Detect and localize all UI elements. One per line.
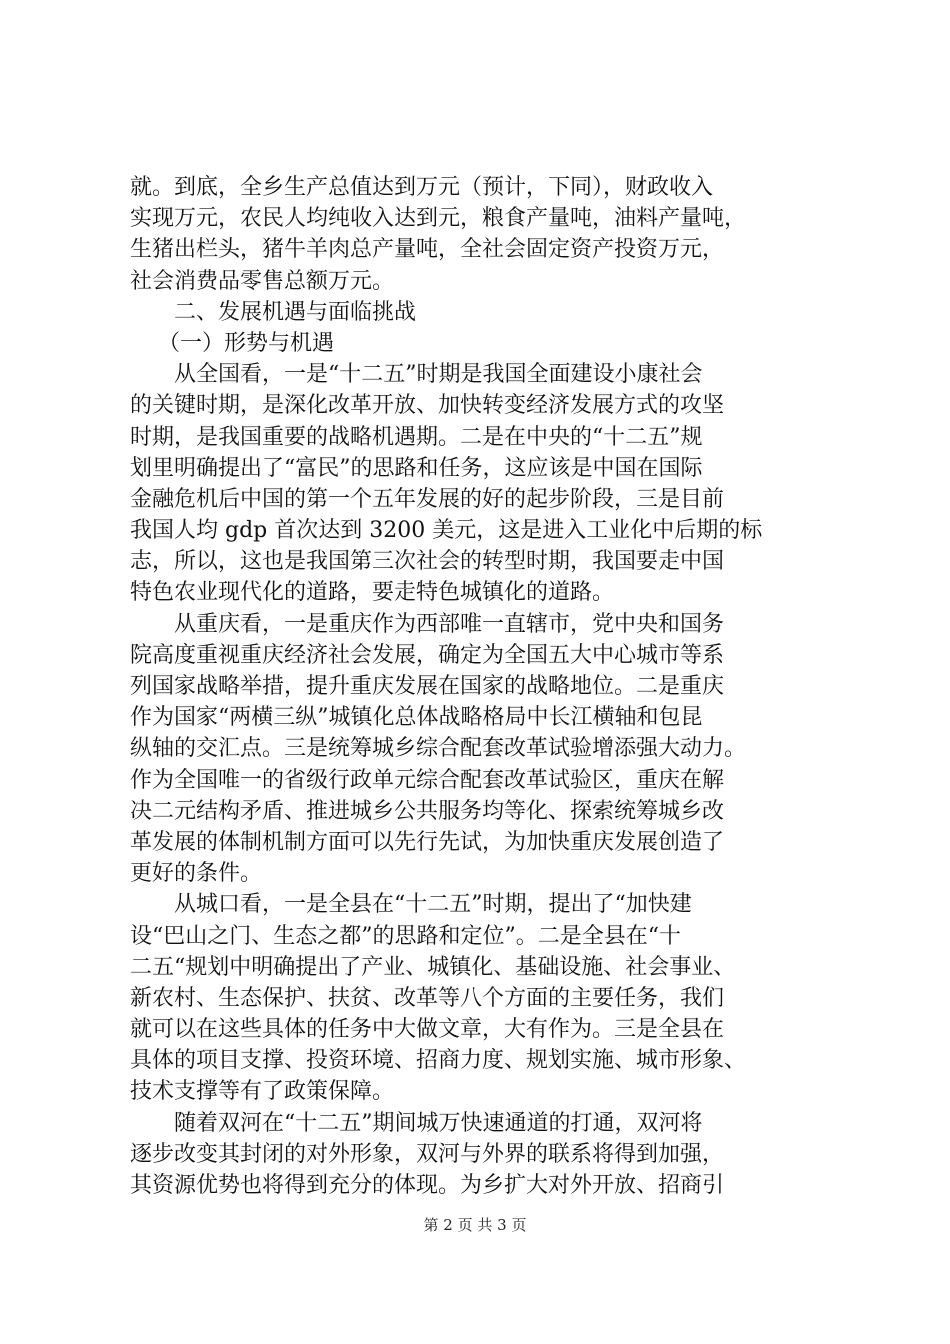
text-line: 作为国家“两横三纵”城镇化总体战略格局中长江横轴和包昆 (130, 705, 703, 731)
text-line: 革发展的体制机制方面可以先行先试，为加快重庆发展创造了 (130, 829, 725, 855)
text-line: 我国人均 gdp 首次达到 3200 美元，这是进入工业化中后期的标 (130, 518, 763, 544)
paragraph-first-line: 从重庆看，一是重庆作为西部唯一直辖市，党中央和国务 (174, 611, 725, 637)
document-body (130, 172, 840, 1201)
text-line: 其资源优势也将得到充分的体现。为乡扩大对外开放、招商引 (130, 1173, 725, 1198)
text-line: 纵轴的交汇点。三是统筹城乡综合配套改革试验增添强大动力。 (130, 736, 747, 762)
text-line: 就可以在这些具体的任务中大做文章，大有作为。三是全县在 (130, 1017, 725, 1043)
text-line: 更好的条件。 (130, 861, 263, 887)
text-line: 设“巴山之门、生态之都”的思路和定位”。二是全县在“十 (130, 923, 681, 949)
page-footer (0, 1214, 950, 1235)
text-line: 新农村、生态保护、扶贫、改革等八个方面的主要任务，我们 (130, 985, 725, 1011)
text-line: 就。到底，全乡生产总值达到万元（预计，下同），财政收入 (130, 175, 714, 200)
text-line: 的关键时期，是深化改革开放、加快转变经济发展方式的攻坚 (130, 393, 725, 419)
text-line: 金融危机后中国的第一个五年发展的好的起步阶段，三是目前 (130, 486, 725, 512)
text-line: 实现万元，农民人均纯收入达到元，粮食产量吨，油料产量吨， (130, 206, 747, 232)
text-line: 具体的项目支撑、投资环境、招商力度、规划实施、城市形象、 (130, 1048, 747, 1074)
paragraph-first-line: 随着双河在“十二五”期间城万快速通道的打通，双河将 (174, 1110, 703, 1136)
text-line: 决二元结构矛盾、推进城乡公共服务均等化、探索统筹城乡改 (130, 798, 725, 824)
text-line: 二五“规划中明确提出了产业、城镇化、基础设施、社会事业、 (130, 954, 736, 980)
text-line: 特色农业现代化的道路，要走特色城镇化的道路。 (130, 580, 615, 606)
paragraph-first-line: 从城口看，一是全县在“十二五”时期，提出了“加快建 (174, 892, 692, 918)
subsection-heading: （一）形势与机遇 (158, 330, 335, 356)
text-line: 作为全国唯一的省级行政单元综合配套改革试验区，重庆在解 (130, 767, 725, 793)
page-number: 第 2 页 共 3 页 (423, 1216, 527, 1234)
paragraph-first-line: 从全国看，一是“十二五”时期是我国全面建设小康社会 (174, 362, 703, 388)
text-line: 志，所以，这也是我国第三次社会的转型时期，我国要走中国 (130, 549, 725, 575)
text-line: 技术支撑等有了政策保障。 (130, 1079, 395, 1105)
text-line: 划里明确提出了“富民”的思路和任务，这应该是中国在国际 (130, 455, 703, 481)
text-line: 逐步改变其封闭的对外形象，双河与外界的联系将得到加强， (130, 1141, 725, 1167)
section-heading: 二、发展机遇与面临挑战 (174, 299, 417, 325)
text-line: 时期，是我国重要的战略机遇期。二是在中央的“十二五”规 (130, 424, 703, 450)
text-line: 生猪出栏头，猪牛羊肉总产量吨，全社会固定资产投资万元， (130, 237, 725, 263)
text-line: 列国家战略举措，提升重庆发展在国家的战略地位。二是重庆 (130, 674, 725, 699)
text-line: 社会消费品零售总额万元。 (130, 268, 395, 294)
text-line: 院高度重视重庆经济社会发展，确定为全国五大中心城市等系 (130, 642, 725, 668)
